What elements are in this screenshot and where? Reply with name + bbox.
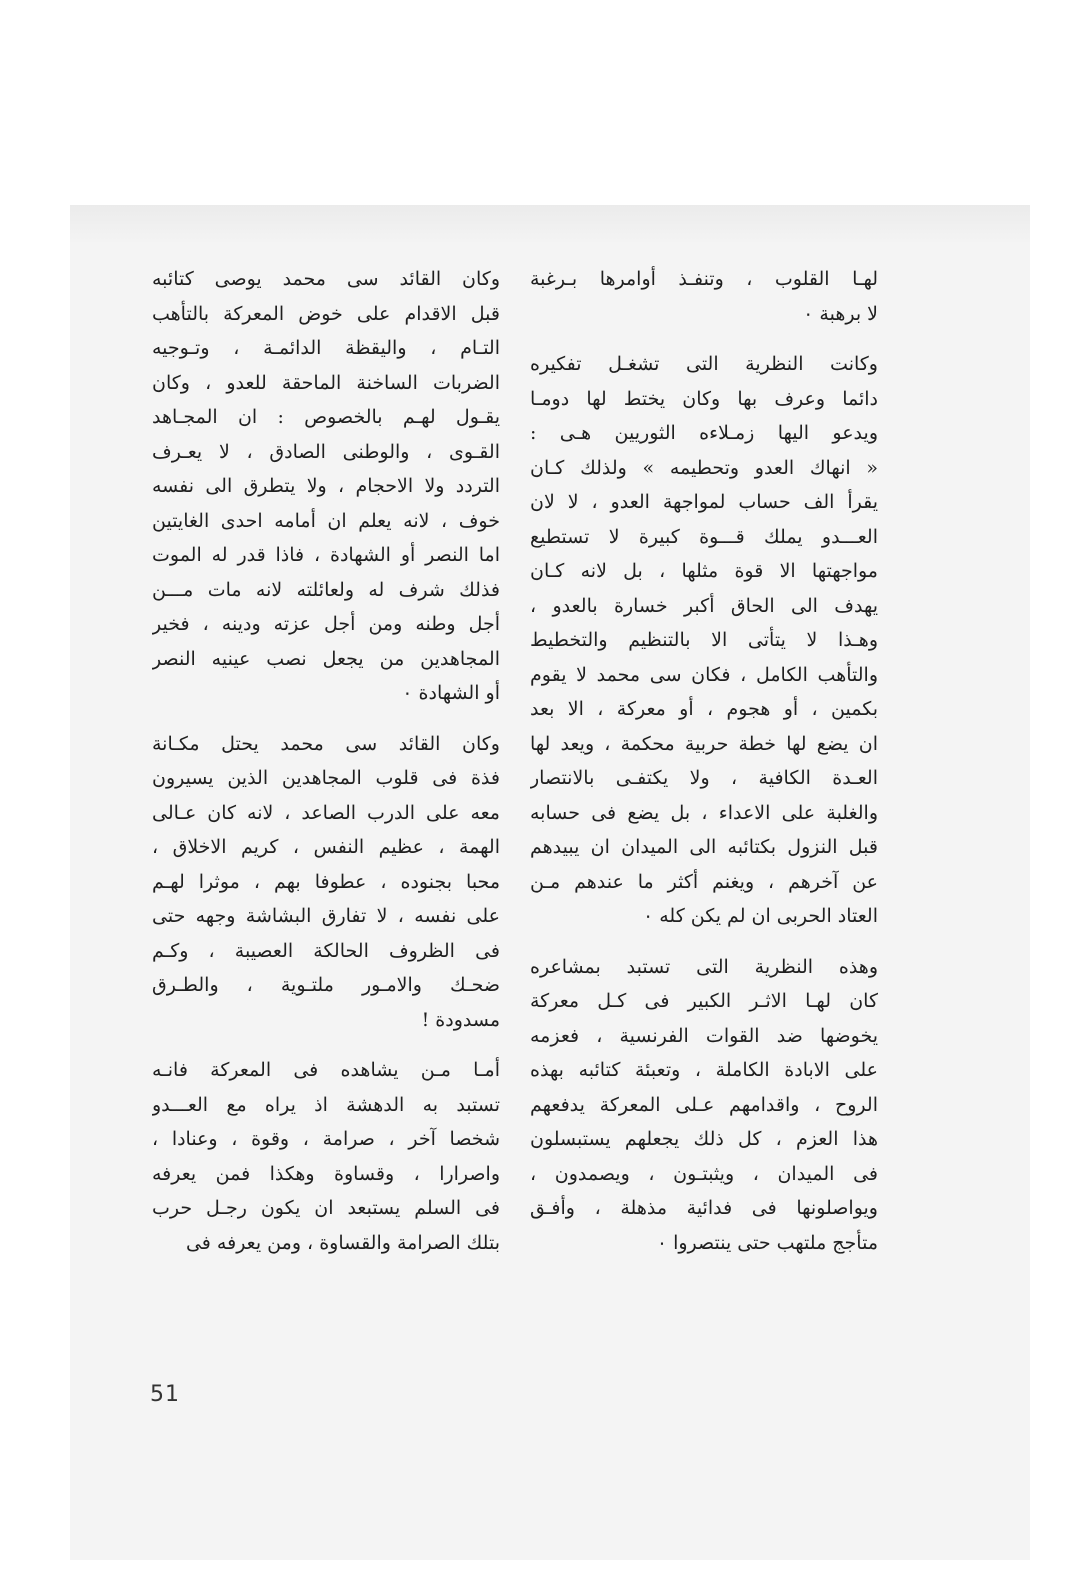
text-line: الضربات الساخنة الماحقة للعدو ، وكان — [152, 371, 500, 394]
right-text-column — [530, 262, 878, 1260]
text-line: الروح ، واقدامهم عـلى المعركة يدفعهم — [530, 1093, 878, 1116]
text-line: مواجهتها الا قوة مثلها ، بل لانه كـان — [530, 560, 878, 582]
text-line: واصرارا ، وقساوة وهكذا فمن يعرفه — [152, 1162, 500, 1185]
left-paragraph-2 — [152, 727, 500, 1038]
text-line: يهدف الى الحاق أكبر خسارة بالعدو ، — [530, 594, 878, 617]
text-line: العـدة الكافية ، ولا يكتفـى بالانتصار — [530, 767, 878, 789]
text-line: فذلك شرف له ولعائلته لانه مات مـــن — [152, 578, 500, 601]
text-line: وكان القائد سى محمد يوصى كتائبه — [152, 268, 500, 290]
text-line: دائما وعرف بها وكان يختط لها دومـا — [530, 387, 878, 410]
text-line: أجل وطنه ومن أجل عزته ودينه ، فخير — [152, 613, 500, 635]
paragraph-gap — [152, 1037, 500, 1053]
text-line: أمـا مـن يشاهده فى المعركة فانـه — [152, 1059, 500, 1081]
text-line: على نفسه ، لا تفارق البشاشة وجهه حتى — [152, 905, 500, 927]
text-line: اما النصر أو الشهادة ، فاذا قدر له الموت — [152, 544, 500, 566]
text-line: كان لهـا الاثـر الكبير فى كـل معركة — [530, 990, 878, 1012]
text-line: والتأهب الكامل ، فكان سى محمد لا يقوم — [530, 663, 878, 686]
text-line: فذة فى قلوب المجاهدين الذين يسيرون — [152, 767, 500, 789]
text-line: تستبد به الدهشة اذ يراه مع العـــدو — [152, 1093, 500, 1116]
text-line: يقرأ الف حساب لمواجهة العدو ، لا لان — [530, 491, 878, 513]
right-paragraph-1 — [530, 262, 878, 331]
text-line: محبا بجنوده ، عطوفا بهم ، موثرا لهـم — [152, 870, 500, 893]
text-line: بكمين ، أو هجوم ، أو معركة ، الا بعد — [530, 698, 878, 720]
text-line: قبل النزول بكتائبه الى الميدان ان يبيدهم — [530, 836, 878, 858]
page-number: 51 — [150, 1382, 180, 1407]
paragraph-gap — [530, 331, 878, 347]
text-line: قبل الاقدام على خوض المعركة بالتأهب — [152, 302, 500, 325]
page-shadow — [70, 205, 1030, 245]
text-line: التردد ولا الاحجام ، ولا يتطرق الى نفسه — [152, 475, 500, 497]
text-line: « انهاك العدو وتحطيمه » ولذلك كـان — [530, 456, 878, 479]
text-line: مسدودة ! — [421, 1008, 500, 1031]
text-line: أو الشهادة ٠ — [402, 682, 500, 704]
text-line: بتلك الصرامة والقساوة ، ومن يعرفه فى — [185, 1231, 500, 1254]
text-line: ان يضع لها خطة حربية محكمة ، ويعد لها — [530, 732, 878, 755]
text-line: العتاد الحربى ان لم يكن كله ٠ — [642, 905, 878, 927]
text-line: فى السلم يستبعد ان يكون رجـل حرب — [152, 1197, 500, 1219]
right-paragraph-2 — [530, 347, 878, 934]
text-line: لا برهبة ٠ — [803, 302, 878, 325]
text-line: وكانت النظرية التى تشغـل تفكيره — [530, 353, 878, 375]
paragraph-gap — [530, 934, 878, 950]
text-line: يخوضها ضد القوات الفرنسية ، فعزمه — [530, 1024, 878, 1047]
text-line: الهمة ، عظيم النفس ، كريم الاخلاق ، — [152, 836, 500, 858]
text-line: القـوى ، والوطنى الصادق ، لا يعـرف — [152, 440, 500, 463]
text-line: شخصا آخر ، صرامة ، وقوة ، وعنادا ، — [152, 1128, 500, 1150]
text-line: لهـا القلوب ، وتنفـذ أوامرها بـرغبة — [530, 268, 878, 290]
text-line: عن آخرهم ، ويغنم أكثر ما عندهم مـن — [530, 870, 878, 893]
paragraph-gap — [152, 711, 500, 727]
text-line: ضحـك والامـور ملتـوية ، والطـرق — [152, 974, 500, 996]
text-line: وهـذا لا يتأتى الا بالتنظيم والتخطيط — [530, 629, 878, 651]
text-line: وهذه النظرية التى تستبد بمشاعره — [530, 955, 878, 978]
right-paragraph-3 — [530, 950, 878, 1261]
text-line: متأجج ملتهب حتى ينتصروا ٠ — [656, 1231, 878, 1254]
text-line: فى الظروف الحالكة العصيبة ، وكـم — [152, 939, 500, 962]
left-text-column — [152, 262, 500, 1260]
left-paragraph-1 — [152, 262, 500, 711]
text-line: هذا العزم ، كل ذلك يجعلهم يستبسلون — [530, 1128, 878, 1150]
text-line: خوف ، لانه يعلم ان أمامه احدى الغايتين — [152, 509, 500, 532]
text-line: المجاهدين من يجعل نصب عينيه النصر — [152, 647, 500, 670]
text-line: يقـول لهـم بالخصوص : ان المجـاهد — [152, 406, 500, 428]
text-line: ويدعو اليها زمـلاءه الثوريين هـى : — [530, 422, 878, 444]
text-line: التـام ، واليقظة الدائمـة ، وتـوجيه — [152, 337, 500, 359]
text-line: والغلبة على الاعداء ، بل يضع فى حسابه — [530, 801, 878, 824]
text-line: وكان القائد سى محمد يحتل مكـانة — [152, 732, 500, 755]
text-line: معه على الدرب الصاعد ، لانه كان عـالى — [152, 801, 500, 824]
text-line: العـــدو يملك قـــوة كبيرة لا تستطيع — [530, 525, 878, 548]
text-line: ويواصلونها فى فدائية مذهلة ، وأفـق — [530, 1197, 878, 1219]
text-line: فى الميدان ، ويثبتـون ، ويصمدون ، — [530, 1162, 878, 1185]
text-line: على الابادة الكاملة ، وتعبئة كتائبه بهذه — [530, 1059, 878, 1081]
left-paragraph-3 — [152, 1053, 500, 1260]
